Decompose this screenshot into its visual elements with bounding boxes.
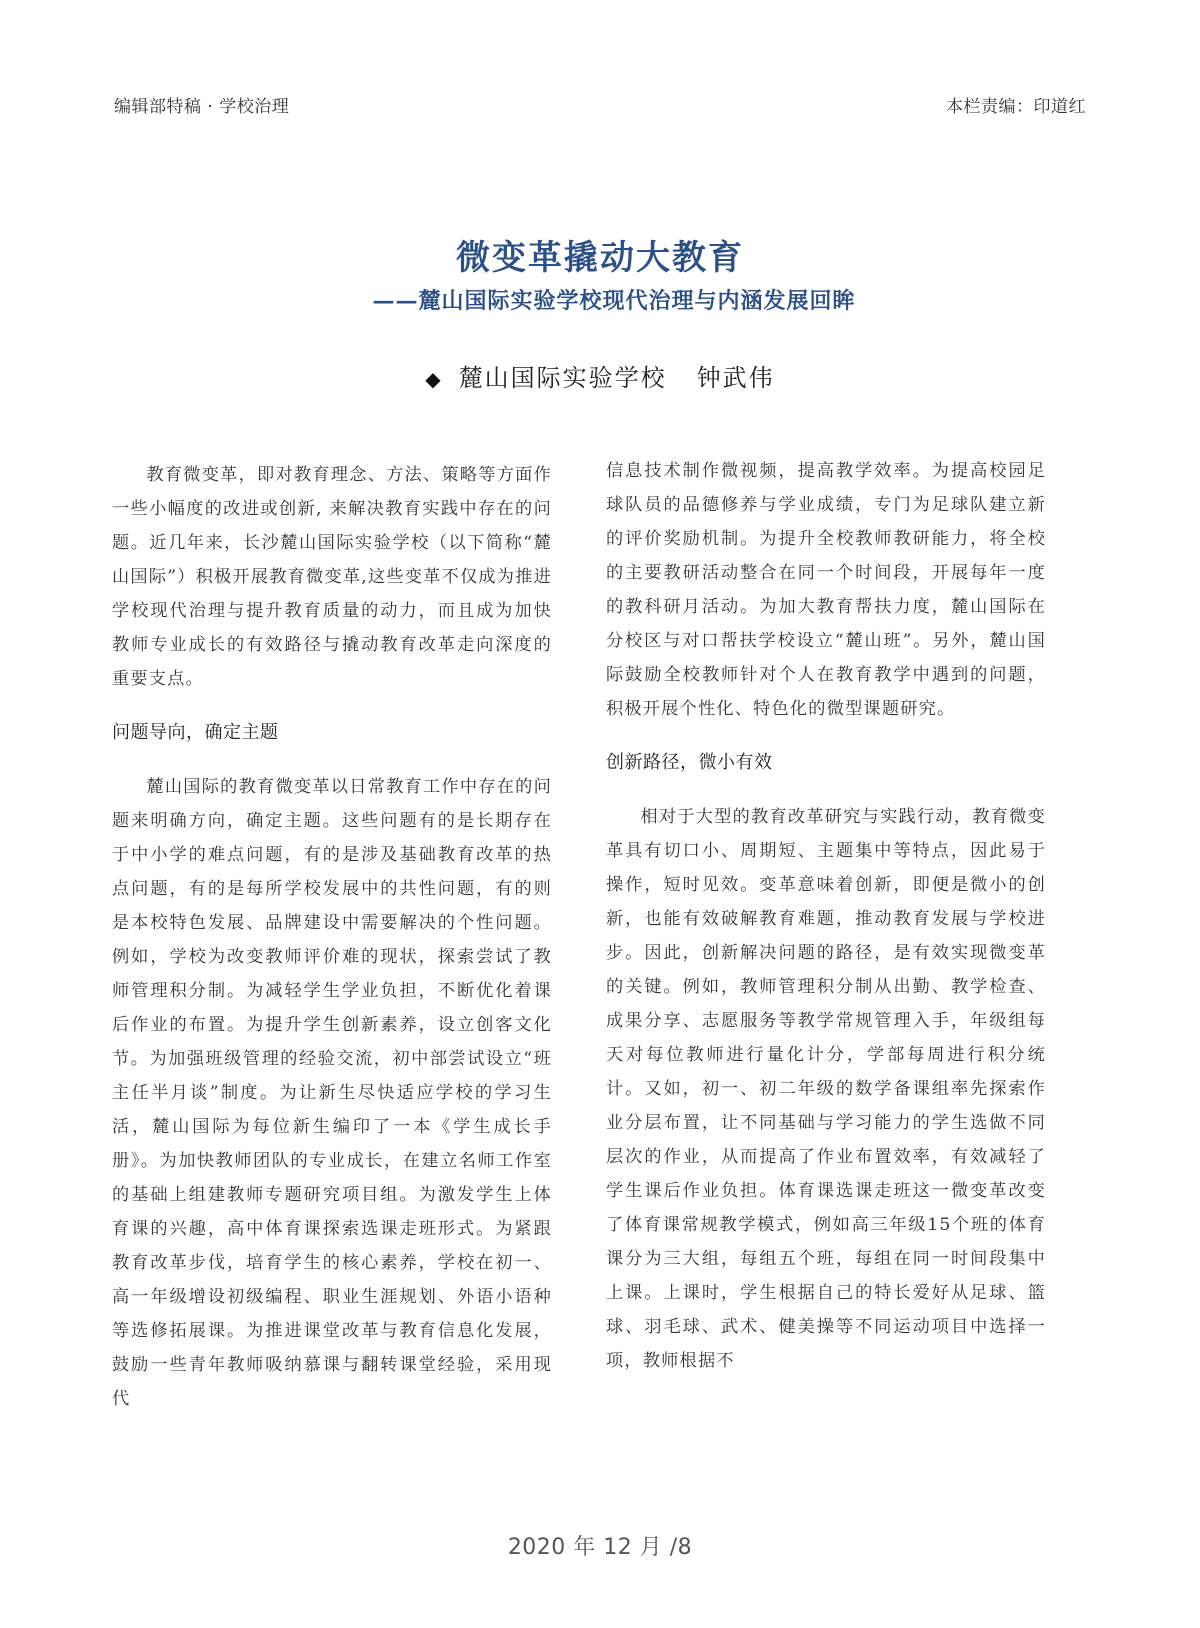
article-subtitle: ——麓山国际实验学校现代治理与内涵发展回眸 (372, 288, 856, 314)
left-column (112, 458, 552, 1416)
body-paragraph-1: 麓山国际的教育微变革以日常教育工作中存在的问题来明确方向，确定主题。这些问题有的是长期存在于中小学的难点问题，有的是涉及基础教育改革的热点问题，有的是每所学校发展中的共性问题，有的则是本校特色发展、品牌建设中需要解决的个性问题。例如，学校为改变教师评价难的现状，探索尝试了教师管理积分制。为减轻学生学业负担，不断优化着课后作业的布置。为提升学生创新素养，设立创客文化节。为加强班级管理的经验交流，初中部尝试设立“班主任半月谈”制度。为让新生尽快适应学校的学习生活，麓山国际为每位新生编印了一本《学生成长手册》。为加快教师团队的专业成长，在建立名师工作室的基础上组建教师专题研究项目组。为激发学生上体育课的兴趣，高中体育课探索选课走班形式。为紧跟教育改革步伐，培育学生的核心素养，学校在初一、高一年级增设初级编程、职业生涯规划、外语小语种等选修拓展课。为推进课堂改革与教育信息化发展，鼓励一些青年教师吸纳慕课与翻转课堂经验，采用现代 (112, 777, 552, 1409)
byline (0, 358, 1200, 393)
article-title: 微变革撬动大教育 (456, 238, 744, 278)
diamond-bullet-icon: ◆ (425, 367, 443, 391)
intro-paragraph: 教育微变革，即对教育理念、方法、策略等方面作一些小幅度的改进或创新, 来解决教育实践中存在的问题。近几年来，长沙麓山国际实验学校（以下简称“麓山国际”）积极开展教育微变革,这些变革不仅成为推进学校现代治理与提升教育质量的动力，而且成为加快教师专业成长的有效路径与撬动教育改革走向深度的重要支点。 (112, 465, 552, 689)
article-title-block (0, 236, 1200, 315)
body-paragraph-1-continued: 信息技术制作微视频，提高教学效率。为提高校园足球队员的品德修养与学业成绩，专门为足球队建立新的评价奖励机制。为提升全校教师教研能力，将全校的主要教研活动整合在同一个时间段，开展每年一度的教科研月活动。为加大教育帮扶力度，麓山国际在分校区与对口帮扶学校设立“麓山班”。另外，麓山国际鼓励全校教师针对个人在教育教学中遇到的问题，积极开展个性化、特色化的微型课题研究。 (606, 461, 1046, 719)
running-head-editor: 本栏责编：印道红 (946, 97, 1086, 117)
section-heading-innovative-path: 创新路径，微小有效 (606, 752, 773, 773)
author-institution: 麓山国际实验学校 (458, 364, 667, 392)
author-name: 钟武伟 (696, 364, 775, 392)
right-column (606, 454, 1046, 1378)
page-folio: 2020 年 12 月 /8 (507, 1535, 693, 1560)
running-head-section: 编辑部特稿 · 学校治理 (114, 97, 290, 117)
body-paragraph-2: 相对于大型的教育改革研究与实践行动，教育微变革具有切口小、周期短、主题集中等特点，因此易于操作，短时见效。变革意味着创新，即便是微小的创新，也能有效破解教育难题，推动教育发展与学校进步。因此，创新解决问题的路径，是有效实现微变革的关键。例如，教师管理积分制从出勤、教学检查、成果分享、志愿服务等教学常规管理入手，年级组每天对每位教师进行量化计分，学部每周进行积分统计。又如，初一、初二年级的数学备课组率先探索作业分层布置，让不同基础与学习能力的学生选做不同层次的作业，从而提高了作业布置效率，有效减轻了学生课后作业负担。体育课选课走班这一微变革改变了体育课常规教学模式，例如高三年级15个班的体育课分为三大组，每组五个班，每组在同一时间段集中上课。上课时，学生根据自己的特长爱好从足球、篮球、羽毛球、武术、健美操等不同运动项目中选择一项，教师根据不 (606, 807, 1046, 1371)
section-heading-problem-oriented: 问题导向，确定主题 (112, 722, 279, 743)
